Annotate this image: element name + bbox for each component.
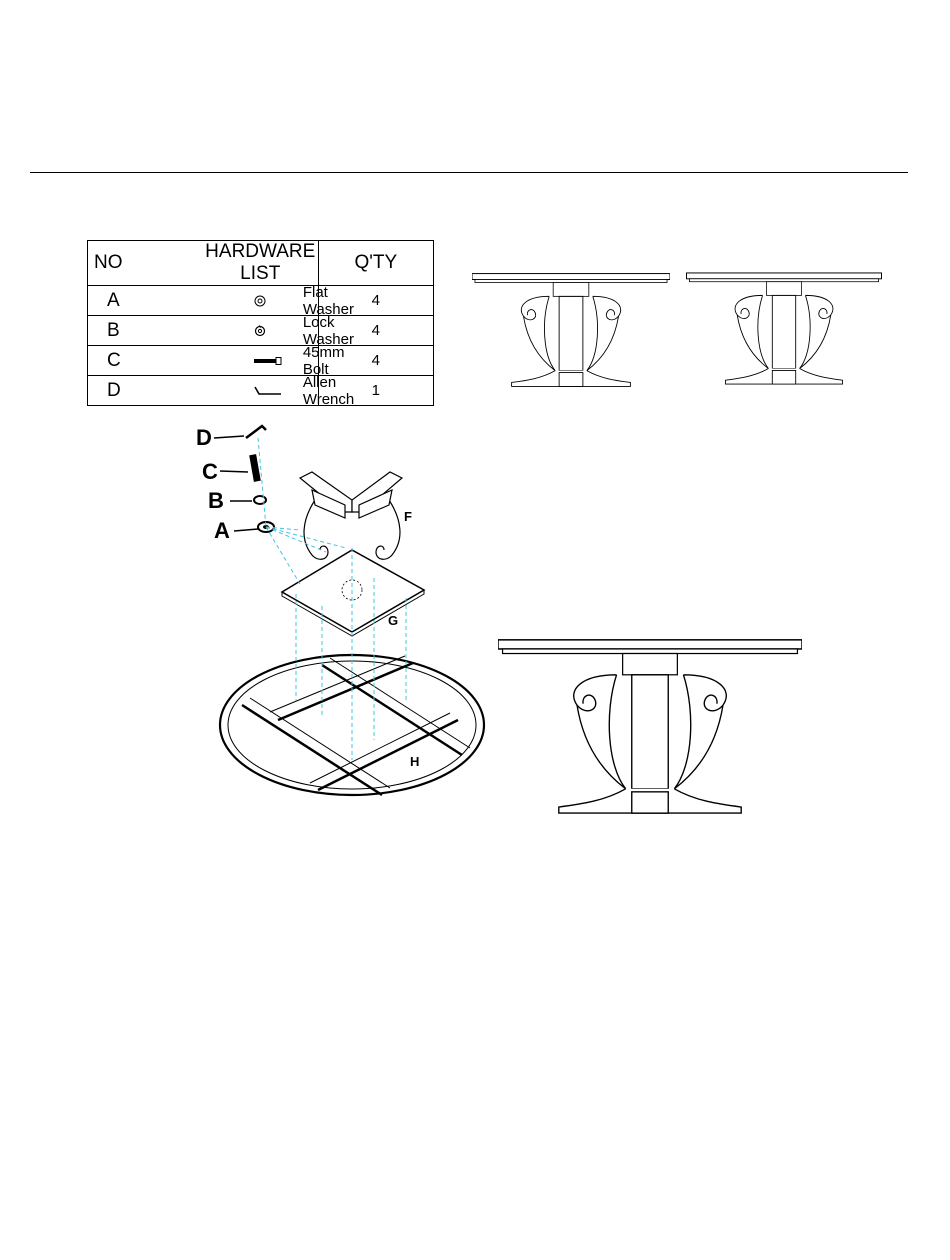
pedestal-bracket-f [300, 472, 402, 559]
header-title: HARDWARE LIST [203, 241, 318, 286]
row-name: Lock Washer [302, 313, 354, 348]
row-letter: B [88, 316, 203, 346]
pedestal-side-view-small [687, 273, 882, 384]
row-letter: C [88, 346, 203, 376]
label-a: A [214, 518, 230, 543]
label-c: C [202, 459, 218, 484]
row-qty: 4 [318, 316, 433, 346]
row-name: 45mm Bolt [302, 343, 345, 378]
row-name: Allen Wrench [302, 373, 355, 408]
row-qty: 4 [318, 286, 433, 316]
header-no: NO [88, 241, 203, 286]
label-g: G [388, 613, 399, 628]
assembled-table-view [498, 640, 802, 813]
row-letter: D [88, 376, 203, 406]
row-name: Flat Washer [302, 283, 354, 318]
mounting-plate-g [282, 550, 424, 636]
label-h: H [410, 754, 420, 769]
leader-lines [214, 436, 258, 531]
label-d: D [196, 425, 212, 450]
label-f: F [404, 509, 412, 524]
pedestal-front-view-small [472, 274, 670, 387]
hardware-stack [246, 426, 274, 532]
row-qty: 1 [318, 376, 433, 406]
row-qty: 4 [318, 346, 433, 376]
header-qty: Q'TY [318, 241, 433, 286]
label-b: B [208, 488, 224, 513]
row-letter: A [88, 286, 203, 316]
